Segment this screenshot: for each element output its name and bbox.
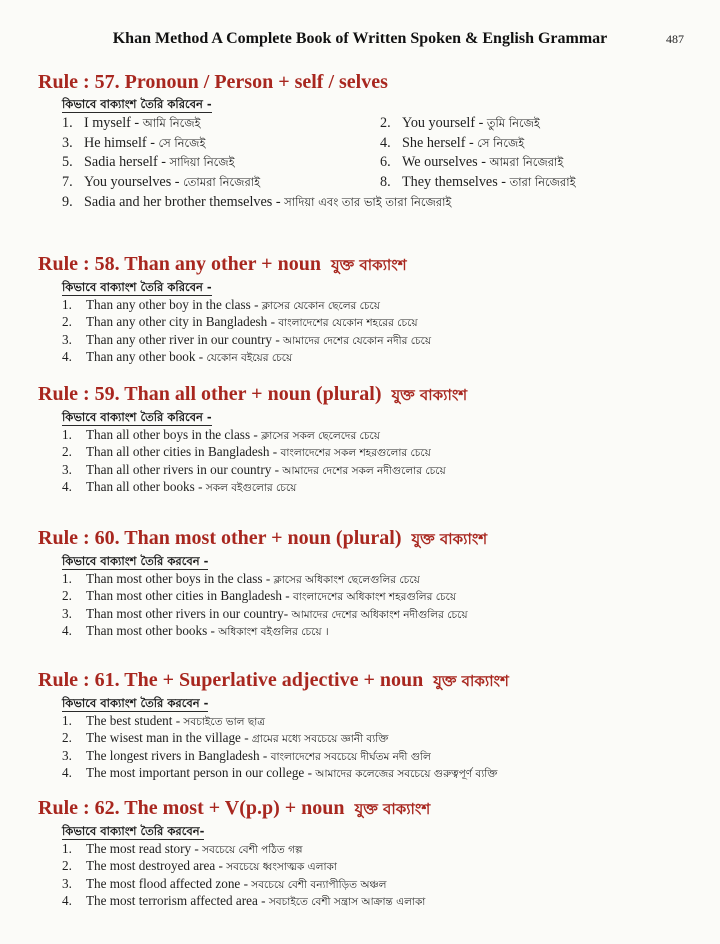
- list-item: [62, 314, 688, 331]
- item-number: 3.: [62, 875, 72, 891]
- rule-subheading: কিভাবে বাক্যাংশ তৈরি করিবেন -: [62, 97, 212, 111]
- item-number: 7.: [62, 173, 73, 190]
- rule-title-text: Rule : 57. Pronoun / Person + self / selves: [38, 71, 388, 93]
- item-bangla: আমাদের কলেজের সবচেয়ে গুরুত্বপূর্ণ ব্যক্তি: [315, 768, 498, 781]
- item-number: 2.: [62, 444, 72, 460]
- item-bangla: আমি নিজেই: [142, 116, 201, 130]
- item-english: Than any other boy in the class -: [86, 297, 262, 312]
- rule-60-section: [38, 526, 688, 641]
- list-item: [380, 134, 680, 154]
- list-item: [62, 730, 688, 747]
- rule-title-text: Rule : 59. Than all other + noun (plural): [38, 383, 382, 405]
- item-english: Than most other cities in Bangladesh -: [86, 588, 293, 604]
- item-number: 2.: [62, 314, 72, 330]
- rule-items-grid: [62, 114, 688, 192]
- item-bangla: তারা নিজেরাই: [509, 174, 576, 189]
- item-english: Than any other book -: [86, 349, 207, 365]
- item-english: I myself -: [84, 115, 143, 131]
- item-bangla: ক্লাসের সকল ছেলেদের চেয়ে: [261, 430, 380, 442]
- item-bangla: বাংলাদেশের সকল শহরগুলোর চেয়ে: [280, 447, 431, 460]
- rule-title: [38, 382, 688, 407]
- rule-title-text: Rule : 58. Than any other + noun: [38, 253, 321, 275]
- item-bangla: সাদিয়া নিজেই: [169, 155, 235, 169]
- item-english: The most flood affected zone -: [86, 875, 252, 891]
- rule-title-text: Rule : 62. The most + V(p.p) + noun: [38, 797, 345, 819]
- item-number: 4.: [62, 479, 72, 495]
- item-bangla: সবচাইতে ভাল ছাত্র: [183, 716, 265, 728]
- item-english: The most read story -: [86, 841, 203, 856]
- item-bangla: সবচাইতে বেশী সন্ত্রাস আক্রান্ত এলাকা: [268, 896, 426, 909]
- list-item: [62, 479, 688, 496]
- item-number: 1.: [62, 297, 72, 312]
- list-item: [62, 748, 688, 765]
- rule-items: [62, 713, 688, 783]
- list-item: [62, 193, 688, 213]
- list-item: [62, 623, 688, 640]
- item-english: The most destroyed area -: [86, 858, 227, 874]
- item-english: Than all other boys in the class -: [86, 427, 262, 442]
- list-item: [62, 858, 688, 875]
- item-number: 9.: [62, 194, 73, 210]
- item-english: Than any other river in our country -: [86, 331, 284, 347]
- item-english: Than most other rivers in our country-: [86, 605, 292, 621]
- rule-items: [62, 297, 688, 367]
- item-bangla: সকল বইগুলোর চেয়ে: [205, 482, 297, 495]
- item-bangla: আমাদের দেশের অধিকাংশ নদীগুলির চেয়ে: [291, 608, 468, 621]
- item-english: You yourself -: [402, 115, 487, 131]
- item-number: 6.: [380, 154, 391, 170]
- list-item: [62, 444, 688, 461]
- item-number: 3.: [62, 605, 72, 621]
- item-bangla: আমরা নিজেরাই: [489, 155, 564, 169]
- item-english: The best student -: [86, 713, 184, 728]
- item-english: Than most other books -: [86, 623, 219, 639]
- rule-items-extra: [62, 193, 688, 213]
- list-item: [62, 713, 688, 730]
- item-number: 1.: [62, 115, 73, 131]
- item-number: 4.: [62, 349, 72, 365]
- item-english: Than any other city in Bangladesh -: [86, 314, 279, 330]
- item-bangla: গ্রামের মধ্যে সবচেয়ে জ্ঞানী ব্যক্তি: [251, 733, 389, 746]
- rule-items: [62, 427, 688, 497]
- rule-61-section: [38, 668, 688, 783]
- item-bangla: বাংলাদেশের সবচেয়ে দীর্ঘতম নদী গুলি: [270, 750, 431, 763]
- item-english: The most terrorism affected area -: [86, 893, 269, 909]
- item-number: 2.: [380, 115, 391, 131]
- list-item: [62, 841, 688, 858]
- rule-title-text: Rule : 61. The + Superlative adjective + noun: [38, 669, 424, 691]
- rule-title-text: Rule : 60. Than most other + noun (plural): [38, 527, 402, 549]
- item-number: 8.: [380, 173, 391, 190]
- item-english: The most important person in our college -: [86, 765, 316, 781]
- item-bangla: আমাদের দেশের সকল নদীগুলোর চেয়ে: [282, 464, 446, 477]
- item-bangla: সবচেয়ে বেশী বন্যাপীড়িত অঞ্চল: [251, 878, 387, 891]
- list-item: [62, 427, 688, 444]
- list-item: [62, 606, 688, 623]
- rule-subheading: কিভাবে বাক্যাংশ তৈরি করিবেন -: [62, 410, 212, 424]
- item-number: 3.: [62, 134, 73, 151]
- item-number: 3.: [62, 331, 72, 347]
- list-item: [62, 134, 362, 154]
- list-item: [380, 153, 680, 173]
- item-bangla: আমাদের দেশের যেকোন নদীর চেয়ে: [283, 334, 432, 347]
- item-english: Than all other books -: [86, 479, 206, 495]
- list-item: [380, 114, 680, 134]
- item-number: 3.: [62, 747, 72, 763]
- item-english: You yourselves -: [84, 173, 184, 190]
- rule-title: [38, 668, 688, 693]
- rule-subheading: কিভাবে বাক্যাংশ তৈরি করবেন -: [62, 696, 209, 710]
- page-number: 487: [666, 32, 684, 46]
- rule-title-bangla: যুক্ত বাক্যাংশ: [391, 386, 468, 404]
- rule-title: [38, 70, 688, 94]
- item-bangla: অধিকাংশ বইগুলির চেয়ে ।: [218, 626, 329, 639]
- rule-subheading: কিভাবে বাক্যাংশ তৈরি করিবেন -: [62, 280, 212, 294]
- item-english: He himself -: [84, 134, 159, 151]
- item-number: 4.: [62, 623, 72, 639]
- item-number: 1.: [62, 713, 72, 728]
- item-english: Sadia and her brother themselves -: [84, 194, 285, 210]
- rule-title: [38, 796, 688, 821]
- rule-title-bangla: যুক্ত বাক্যাংশ: [354, 800, 431, 818]
- list-item: [62, 114, 362, 134]
- list-item: [62, 588, 688, 605]
- book-header-title: Khan Method A Complete Book of Written Spoken & English Grammar: [112, 30, 608, 47]
- item-english: She herself -: [402, 134, 478, 151]
- rule-57-section: [38, 70, 688, 213]
- item-number: 4.: [62, 765, 72, 781]
- item-bangla: সাদিয়া এবং তার ভাই তারা নিজেরাই: [284, 195, 452, 209]
- rule-subheading: কিভাবে বাক্যাংশ তৈরি করবেন -: [62, 554, 209, 568]
- item-english: They themselves -: [402, 173, 510, 190]
- item-number: 2.: [62, 858, 72, 874]
- item-number: 2.: [62, 588, 72, 604]
- rule-items: [62, 571, 688, 641]
- list-item: [62, 462, 688, 479]
- item-bangla: সে নিজেই: [158, 135, 206, 150]
- rule-title: [38, 526, 688, 551]
- list-item: [62, 173, 362, 193]
- item-bangla: সবচেয়ে বেশী পঠিত গল্প: [202, 844, 303, 856]
- rule-title-bangla: যুক্ত বাক্যাংশ: [433, 672, 509, 690]
- list-item: [62, 297, 688, 314]
- rule-subheading: কিভাবে বাক্যাংশ তৈরি করবেন-: [62, 824, 205, 838]
- item-bangla: বাংলাদেশের যেকোন শহরের চেয়ে: [278, 317, 418, 330]
- item-english: Sadia herself -: [84, 154, 170, 170]
- item-bangla: তোমরা নিজেরাই: [183, 174, 261, 189]
- item-bangla: ক্লাসের অধিকাংশ ছেলেগুলির চেয়ে: [273, 574, 420, 586]
- list-item: [62, 893, 688, 910]
- list-item: [62, 153, 362, 173]
- rule-title-bangla: যুক্ত বাক্যাংশ: [330, 256, 407, 274]
- item-number: 5.: [62, 154, 73, 170]
- item-bangla: সবচেয়ে ধ্বংসাত্মক এলাকা: [226, 861, 337, 874]
- item-english: The wisest man in the village -: [86, 730, 252, 746]
- item-number: 1.: [62, 571, 72, 586]
- item-english: Than all other rivers in our country -: [86, 461, 283, 477]
- list-item: [62, 349, 688, 366]
- rule-62-section: [38, 796, 688, 911]
- item-number: 3.: [62, 461, 72, 477]
- list-item: [62, 765, 688, 782]
- item-number: 4.: [380, 134, 391, 151]
- item-number: 2.: [62, 730, 72, 746]
- list-item: [62, 571, 688, 588]
- rule-items: [62, 841, 688, 911]
- item-bangla: ক্লাসের যেকোন ছেলের চেয়ে: [261, 300, 380, 312]
- list-item: [62, 332, 688, 349]
- item-number: 1.: [62, 427, 72, 442]
- rule-title: [38, 252, 688, 277]
- item-english: The longest rivers in Bangladesh -: [86, 747, 271, 763]
- item-bangla: যেকোন বইয়ের চেয়ে: [206, 352, 293, 365]
- item-bangla: বাংলাদেশের অধিকাংশ শহরগুলির চেয়ে: [292, 591, 457, 604]
- rule-title-bangla: যুক্ত বাক্যাংশ: [411, 530, 488, 548]
- item-english: Than all other cities in Bangladesh -: [86, 444, 281, 460]
- rule-59-section: [38, 382, 688, 497]
- item-english: Than most other boys in the class -: [86, 571, 274, 586]
- item-number: 4.: [62, 893, 72, 909]
- item-number: 1.: [62, 841, 72, 856]
- item-bangla: সে নিজেই: [477, 135, 525, 150]
- item-bangla: তুমি নিজেই: [486, 116, 540, 130]
- item-english: We ourselves -: [402, 154, 490, 170]
- rule-58-section: [38, 252, 688, 367]
- list-item: [62, 876, 688, 893]
- list-item: [380, 173, 680, 193]
